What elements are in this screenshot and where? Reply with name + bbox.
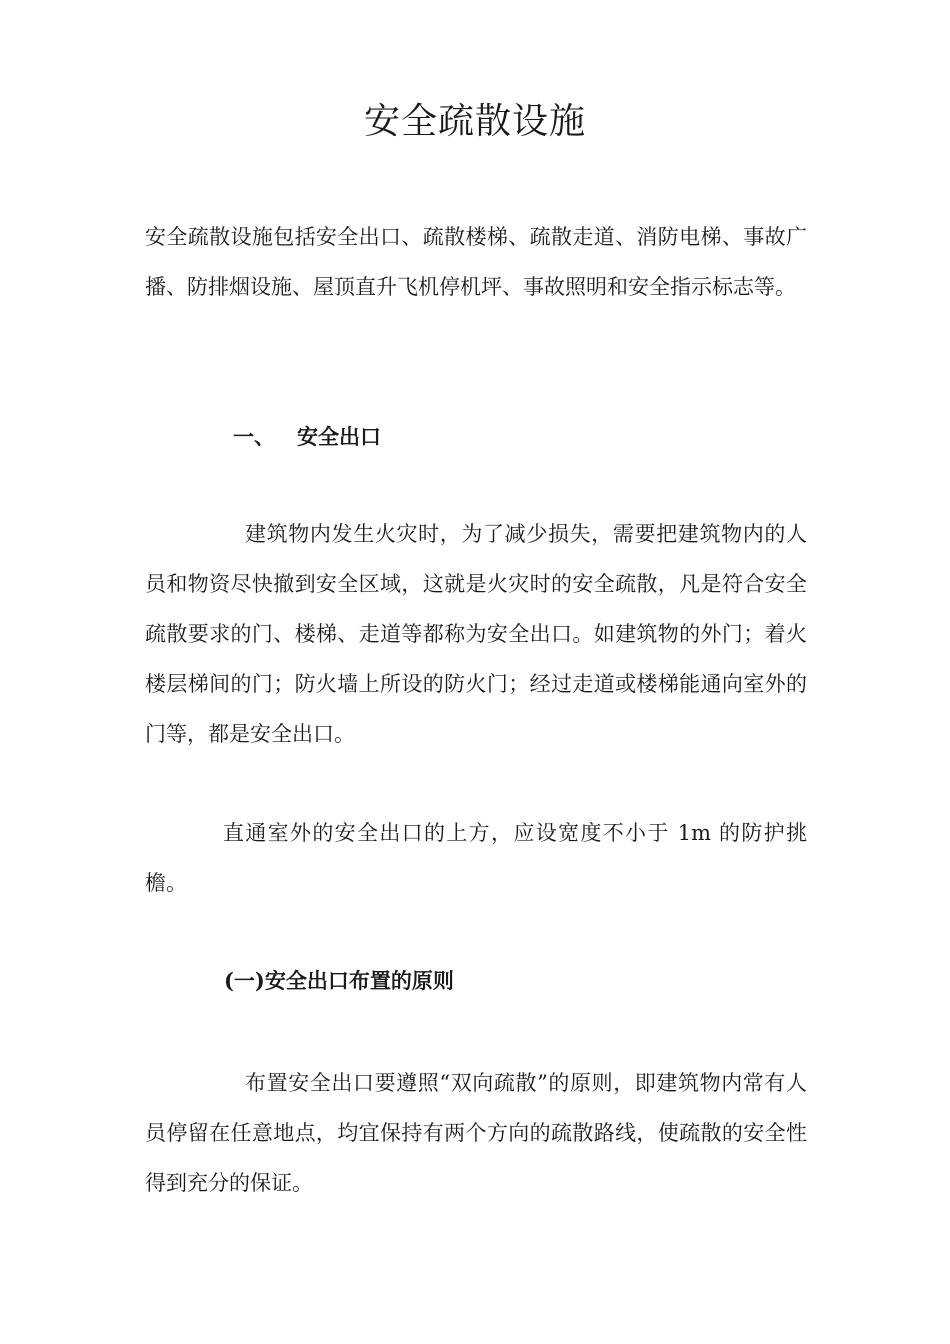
subsection-heading: (一)安全出口布置的原则 [224, 968, 454, 993]
exit-paragraph: 建筑物内发生火灾时，为了减少损失，需要把建筑物内的人员和物资尽快撤到安全区域，这就是火灾时的安全疏散，凡是符合安全疏散要求的门、楼梯、走道等都称为安全出口。如建筑物的外门；着火楼层梯间的门；防火墙上所设的防火门；经过走道或楼梯能通向室外的门等，都是安全出口。 [145, 522, 807, 746]
section-title: 安全出口 [297, 424, 381, 449]
rule-paragraph: 布置安全出口要遵照“双向疏散”的原则，即建筑物内常有人员停留在任意地点，均宜保持有两个方向的疏散路线，使疏散的安全性得到充分的保证。 [145, 1071, 807, 1195]
section-number: 一、 [233, 424, 275, 449]
canopy-paragraph: 直通室外的安全出口的上方，应设宽度不小于 1m 的防护挑檐。 [145, 821, 807, 895]
intro-paragraph: 安全疏散设施包括安全出口、疏散楼梯、疏散走道、消防电梯、事故广播、防排烟设施、屋顶直升飞机停机坪、事故照明和安全指示标志等。 [145, 225, 807, 299]
section-heading [233, 412, 381, 462]
page-title: 安全疏散设施 [363, 101, 586, 142]
